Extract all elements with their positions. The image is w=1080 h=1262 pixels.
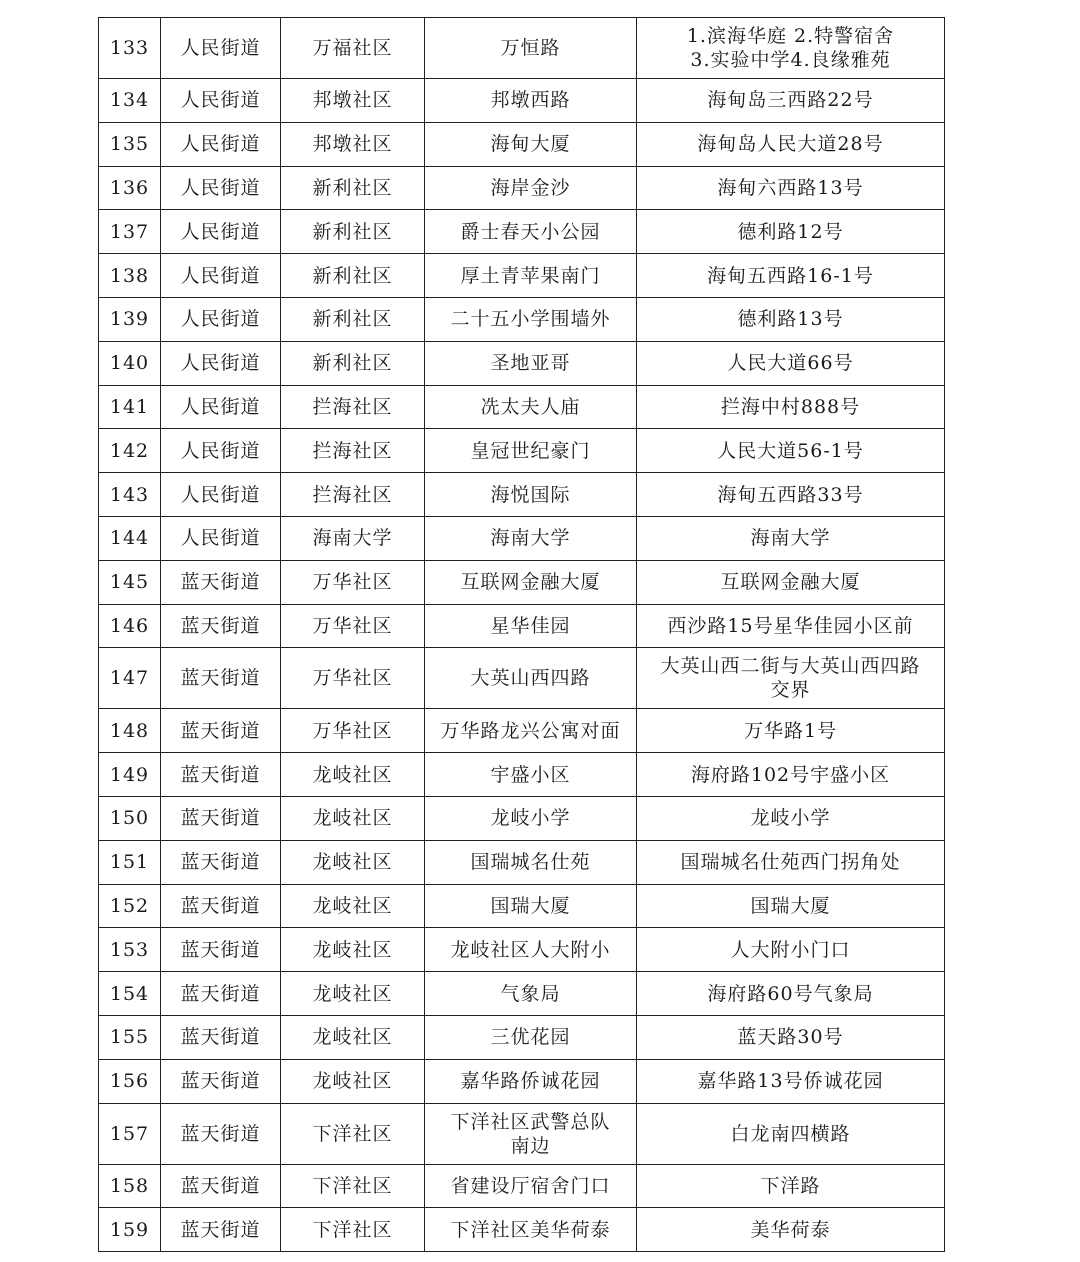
location-cell: 海甸大厦 <box>425 122 637 166</box>
row-number-cell: 134 <box>99 79 161 123</box>
location-cell: 冼太夫人庙 <box>425 385 637 429</box>
street-cell: 人民街道 <box>161 18 281 79</box>
location-cell: 爵士春天小公园 <box>425 210 637 254</box>
address-cell: 白龙南四横路 <box>637 1103 945 1164</box>
address-cell: 人民大道56-1号 <box>637 429 945 473</box>
row-number-cell: 151 <box>99 840 161 884</box>
row-number-cell: 138 <box>99 254 161 298</box>
table-row <box>99 1103 945 1164</box>
table-row <box>99 1208 945 1252</box>
address-cell: 1.滨海华庭 2.特警宿舍 3.实验中学4.良缘雅苑 <box>637 18 945 79</box>
table-row <box>99 429 945 473</box>
community-cell: 万福社区 <box>281 18 425 79</box>
community-cell: 下洋社区 <box>281 1103 425 1164</box>
community-cell: 龙岐社区 <box>281 884 425 928</box>
street-cell: 蓝天街道 <box>161 1015 281 1059</box>
community-cell: 龙岐社区 <box>281 928 425 972</box>
street-cell: 蓝天街道 <box>161 972 281 1016</box>
address-cell: 拦海中村888号 <box>637 385 945 429</box>
community-cell: 万华社区 <box>281 648 425 709</box>
location-cell: 国瑞大厦 <box>425 884 637 928</box>
row-number-cell: 143 <box>99 473 161 517</box>
community-cell: 新利社区 <box>281 166 425 210</box>
address-cell: 人大附小门口 <box>637 928 945 972</box>
location-cell: 宇盛小区 <box>425 753 637 797</box>
table-row <box>99 972 945 1016</box>
address-cell: 海府路60号气象局 <box>637 972 945 1016</box>
row-number-cell: 156 <box>99 1059 161 1103</box>
address-cell: 海甸岛三西路22号 <box>637 79 945 123</box>
community-cell: 新利社区 <box>281 254 425 298</box>
row-number-cell: 150 <box>99 796 161 840</box>
row-number-cell: 158 <box>99 1164 161 1208</box>
community-cell: 邦墩社区 <box>281 79 425 123</box>
street-cell: 蓝天街道 <box>161 1059 281 1103</box>
address-cell: 德利路12号 <box>637 210 945 254</box>
row-number-cell: 133 <box>99 18 161 79</box>
street-cell: 蓝天街道 <box>161 753 281 797</box>
street-cell: 蓝天街道 <box>161 796 281 840</box>
street-cell: 人民街道 <box>161 429 281 473</box>
community-cell: 下洋社区 <box>281 1164 425 1208</box>
location-cell: 皇冠世纪豪门 <box>425 429 637 473</box>
community-cell: 万华社区 <box>281 560 425 604</box>
location-cell: 互联网金融大厦 <box>425 560 637 604</box>
address-cell: 海甸六西路13号 <box>637 166 945 210</box>
community-cell: 拦海社区 <box>281 429 425 473</box>
street-cell: 蓝天街道 <box>161 604 281 648</box>
community-cell: 拦海社区 <box>281 385 425 429</box>
street-cell: 蓝天街道 <box>161 840 281 884</box>
table-row <box>99 884 945 928</box>
street-cell: 人民街道 <box>161 122 281 166</box>
table-row <box>99 648 945 709</box>
row-number-cell: 139 <box>99 297 161 341</box>
street-cell: 蓝天街道 <box>161 884 281 928</box>
table-row <box>99 1164 945 1208</box>
street-cell: 蓝天街道 <box>161 1103 281 1164</box>
row-number-cell: 147 <box>99 648 161 709</box>
street-cell: 人民街道 <box>161 79 281 123</box>
location-cell: 省建设厅宿舍门口 <box>425 1164 637 1208</box>
location-cell: 星华佳园 <box>425 604 637 648</box>
street-cell: 人民街道 <box>161 341 281 385</box>
table-row <box>99 604 945 648</box>
row-number-cell: 152 <box>99 884 161 928</box>
table-row <box>99 341 945 385</box>
row-number-cell: 153 <box>99 928 161 972</box>
table-row <box>99 840 945 884</box>
street-cell: 人民街道 <box>161 166 281 210</box>
address-cell: 互联网金融大厦 <box>637 560 945 604</box>
street-cell: 人民街道 <box>161 254 281 298</box>
community-cell: 拦海社区 <box>281 473 425 517</box>
address-cell: 美华荷泰 <box>637 1208 945 1252</box>
location-cell: 海悦国际 <box>425 473 637 517</box>
street-cell: 人民街道 <box>161 297 281 341</box>
street-cell: 蓝天街道 <box>161 928 281 972</box>
address-cell: 海府路102号宇盛小区 <box>637 753 945 797</box>
table-row <box>99 709 945 753</box>
row-number-cell: 155 <box>99 1015 161 1059</box>
row-number-cell: 157 <box>99 1103 161 1164</box>
street-cell: 蓝天街道 <box>161 560 281 604</box>
location-cell: 下洋社区美华荷泰 <box>425 1208 637 1252</box>
address-cell: 国瑞城名仕苑西门拐角处 <box>637 840 945 884</box>
table-row <box>99 516 945 560</box>
address-cell: 海甸五西路16-1号 <box>637 254 945 298</box>
row-number-cell: 159 <box>99 1208 161 1252</box>
row-number-cell: 144 <box>99 516 161 560</box>
location-cell: 二十五小学围墙外 <box>425 297 637 341</box>
row-number-cell: 149 <box>99 753 161 797</box>
community-cell: 万华社区 <box>281 604 425 648</box>
row-number-cell: 142 <box>99 429 161 473</box>
table-row <box>99 796 945 840</box>
address-cell: 龙岐小学 <box>637 796 945 840</box>
community-cell: 新利社区 <box>281 297 425 341</box>
table-row <box>99 297 945 341</box>
location-cell: 万恒路 <box>425 18 637 79</box>
location-cell: 厚土青苹果南门 <box>425 254 637 298</box>
address-cell: 德利路13号 <box>637 297 945 341</box>
location-cell: 万华路龙兴公寓对面 <box>425 709 637 753</box>
address-cell: 人民大道66号 <box>637 341 945 385</box>
community-cell: 万华社区 <box>281 709 425 753</box>
row-number-cell: 145 <box>99 560 161 604</box>
table-row <box>99 79 945 123</box>
table-row <box>99 560 945 604</box>
location-cell: 气象局 <box>425 972 637 1016</box>
table-row <box>99 928 945 972</box>
table-row <box>99 1059 945 1103</box>
street-cell: 蓝天街道 <box>161 1208 281 1252</box>
address-cell: 海甸五西路33号 <box>637 473 945 517</box>
community-cell: 龙岐社区 <box>281 972 425 1016</box>
location-cell: 下洋社区武警总队 南边 <box>425 1103 637 1164</box>
community-cell: 邦墩社区 <box>281 122 425 166</box>
street-cell: 蓝天街道 <box>161 648 281 709</box>
table-row <box>99 18 945 79</box>
address-cell: 海甸岛人民大道28号 <box>637 122 945 166</box>
row-number-cell: 135 <box>99 122 161 166</box>
address-cell: 万华路1号 <box>637 709 945 753</box>
row-number-cell: 146 <box>99 604 161 648</box>
row-number-cell: 136 <box>99 166 161 210</box>
community-cell: 龙岐社区 <box>281 796 425 840</box>
address-cell: 嘉华路13号侨诚花园 <box>637 1059 945 1103</box>
table-row <box>99 473 945 517</box>
community-cell: 龙岐社区 <box>281 840 425 884</box>
community-cell: 龙岐社区 <box>281 1059 425 1103</box>
table-row <box>99 1015 945 1059</box>
location-cell: 龙岐社区人大附小 <box>425 928 637 972</box>
address-cell: 国瑞大厦 <box>637 884 945 928</box>
table-row <box>99 122 945 166</box>
row-number-cell: 137 <box>99 210 161 254</box>
location-cell: 海岸金沙 <box>425 166 637 210</box>
address-cell: 下洋路 <box>637 1164 945 1208</box>
row-number-cell: 141 <box>99 385 161 429</box>
community-cell: 龙岐社区 <box>281 753 425 797</box>
community-cell: 新利社区 <box>281 341 425 385</box>
table-row <box>99 753 945 797</box>
row-number-cell: 154 <box>99 972 161 1016</box>
street-cell: 蓝天街道 <box>161 1164 281 1208</box>
address-cell: 海南大学 <box>637 516 945 560</box>
row-number-cell: 140 <box>99 341 161 385</box>
location-cell: 国瑞城名仕苑 <box>425 840 637 884</box>
table-row <box>99 166 945 210</box>
location-cell: 嘉华路侨诚花园 <box>425 1059 637 1103</box>
location-cell: 海南大学 <box>425 516 637 560</box>
table-row <box>99 385 945 429</box>
address-cell: 大英山西二街与大英山西四路 交界 <box>637 648 945 709</box>
street-cell: 人民街道 <box>161 473 281 517</box>
row-number-cell: 148 <box>99 709 161 753</box>
address-cell: 西沙路15号星华佳园小区前 <box>637 604 945 648</box>
community-cell: 龙岐社区 <box>281 1015 425 1059</box>
street-cell: 蓝天街道 <box>161 709 281 753</box>
location-cell: 邦墩西路 <box>425 79 637 123</box>
location-cell: 大英山西四路 <box>425 648 637 709</box>
street-cell: 人民街道 <box>161 210 281 254</box>
location-cell: 三优花园 <box>425 1015 637 1059</box>
community-cell: 新利社区 <box>281 210 425 254</box>
street-cell: 人民街道 <box>161 516 281 560</box>
table-row <box>99 254 945 298</box>
street-cell: 人民街道 <box>161 385 281 429</box>
table-body <box>99 18 945 1252</box>
location-cell: 龙岐小学 <box>425 796 637 840</box>
data-table <box>98 17 945 1252</box>
community-cell: 下洋社区 <box>281 1208 425 1252</box>
community-cell: 海南大学 <box>281 516 425 560</box>
address-cell: 蓝天路30号 <box>637 1015 945 1059</box>
table-row <box>99 210 945 254</box>
location-cell: 圣地亚哥 <box>425 341 637 385</box>
